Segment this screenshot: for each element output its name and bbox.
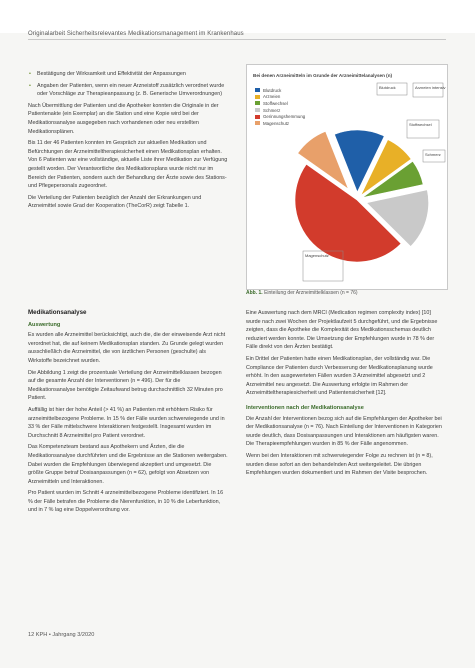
- left-column-bottom: [28, 309, 228, 518]
- slice-label: Blutdruck: [379, 85, 396, 90]
- slice-label: Stoffwechsel: [409, 122, 432, 127]
- slice-label: Magenschutz: [305, 253, 329, 258]
- page-top-margin: [0, 0, 475, 33]
- figure-title: Bei denen Arzneimitteln im Grunde der Arzneimittelanalysen (n): [253, 73, 393, 78]
- pie-chart-svg: [247, 65, 447, 289]
- paragraph: Die Anzahl der Interventionen bezog sich auf die Empfehlungen der Apotheker bei der Medikationsanalyse (n = 76). Nach Einteilung der Interventionen in Kategorien wurde deutlich, dass Dosisanpassungen und Interaktionen am häufigsten waren. Die Therapieempfehlungen wurden in 85 % der Fälle angenommen.: [246, 415, 442, 448]
- legend-label: Magenschutz: [263, 120, 290, 126]
- paragraph: Auffällig ist hier der hohe Anteil (> 41 %) an Patienten mit erhöhtem Risiko für arzneimittelbezogene Probleme. In 15 % der Fälle wurden schwerwiegende und in 33 % der Fälle mittelschwere Interaktionen festgestellt. Insgesamt wurden im Durchschnitt 8 Arzneimittel pro Patient verordnet.: [28, 406, 225, 439]
- paragraph: Ein Drittel der Patienten hatte einen Medikationsplan, der vollständig war. Die Compliance der Patienten durch Verbesserung der Medikationsplanung wurde erhöht. In den ausgewerteten Fällen wurden 3 Arzneimittel abgesetzt und 2 Arzneimittel neu angesetzt. Die Auswertung erfolgte im Rahmen der Arzneimitteltherapiesicherheit und Patientensicherheit [12].: [246, 355, 433, 397]
- legend-label: Schmerz: [263, 107, 281, 113]
- paragraph: Bis 11 der 46 Patienten konnten im Gespräch zur aktuellen Medikation und Befürchtungen der Arzneimitteltherapiesicherheit einen Medikationsplan erhalten. Von 6 Patienten war eine vollständige, aktuelle Liste ihrer Medikation zur Verfügung gestellt worden. Der Verantwortliche des Medikationsplans wurde nicht nur im Bereich der Patienten, sondern auch der Behandlung der Ärzte sowie des Stations- und Pflegepersonals zugeordnet.: [28, 140, 228, 190]
- legend-label: Arzneien: [263, 94, 281, 100]
- legend-label: Gerinnungshemmung: [263, 114, 306, 120]
- running-head: Originalarbeit Sicherheitsrelevantes Medikationsmanagement im Krankenhaus: [28, 31, 244, 37]
- paragraph: Die Abbildung 1 zeigt die prozentuale Verteilung der Arzneimittelklassen bezogen auf die gesamte Anzahl der Interventionen (n = 496). Der für die Medikationsanalyse benötigte Zeitaufwand betrug durchschnittlich 32 Minuten pro Patient.: [28, 369, 223, 402]
- figure-caption: [246, 290, 358, 296]
- section-subtitle: Auswertung: [28, 321, 61, 328]
- paragraph: Das Kompetenzteam bestand aus Apothekern und Ärzten, die die Medikationsanalyse durchführten und die Ergebnisse an die Stationen weitergaben. Dabei wurden die Empfehlungen überwiegend akzeptiert und umgesetzt. Die größte Gruppe betraf Dosisanpassungen (n = 62), gefolgt von Absetzen von Arzneimitteln und Interaktionen.: [28, 444, 228, 485]
- caption-label: Abb. 1.: [246, 290, 263, 296]
- slice-label: Schmerz: [425, 152, 441, 157]
- header-rule: [28, 39, 446, 40]
- page-footer: 12 KPH • Jahrgang 3/2020: [28, 632, 95, 638]
- legend-label: Blutdruck: [263, 87, 282, 93]
- right-column-bottom: [246, 309, 446, 481]
- paragraph: Wenn bei den Interaktionen mit schwerwiegender Folge zu rechnen ist (n = 8), wurden diese sofort an den behandelnden Arzt weitergeleitet. Die übrigen Empfehlungen wurden dokumentiert und im Rahmen der Visite besprochen.: [246, 452, 433, 477]
- interventions-subtitle: Interventionen nach der Medikationsanalyse: [246, 404, 364, 411]
- paragraph: Eine Auswertung nach dem MRCI (Medication regimen complexity index) [10] wurde nach zwei Wochen der Projektlaufzeit 5 durchgeführt, und die Ergebnisse zeigten, dass die Apotheke die Komplexität des Medikationsschemas deutlich reduziert werden konnte. Die Umsetzung der Empfehlungen wurde in 78 % der Fälle direkt von den Ärzten bestätigt.: [246, 310, 438, 351]
- legend-label: Stoffwechsel: [263, 100, 288, 106]
- slice-label: Arzneien intensiv: [415, 85, 446, 90]
- paragraph: Es wurden alle Arzneimittel berücksichtigt, auch die, die der einweisende Arzt nicht verordnet hat, die auf keinem Medikationsplan standen. Zu Grunde gelegt wurden ausschließlich die Arzneimittel, die von ärztlichen Personen (geschulte) als Wirkstoffe bezeichnet wurden.: [28, 332, 226, 364]
- bullet-item: • Bestätigung der Wirksamkeit und Effektivität der Anpassungen: [28, 70, 228, 79]
- figure-pie-chart: [246, 64, 448, 290]
- left-column-top: [28, 70, 228, 214]
- paragraph: Pro Patient wurden im Schnitt 4 arzneimittelbezogene Probleme identifiziert. In 16 % der Fälle betrafen die Probleme die Nierenfunktion, in 10 % die Leberfunktion, und in 7 % lag eine Doppelverordnung vor.: [28, 490, 224, 514]
- paragraph: Die Verteilung der Patienten bezüglich der Anzahl der Erkrankungen und Arzneimittel sowie Grad der Kooperation (TheCorR) zeigt Tabelle 1.: [28, 194, 202, 210]
- caption-text: Einteilung der Arzneimittelklassen (n = 76): [264, 290, 358, 296]
- bullet-item: • Angaben der Patienten, wenn ein neuer Arzneistoff zusätzlich verordnet wurde oder Vorschläge zur Therapieanpassung (z. B. Generische Umverordnungen): [28, 82, 228, 99]
- section-title: Medikationsanalyse: [28, 309, 87, 316]
- paragraph: Nach Übermittlung der Patienten und die Apotheker konnten die Originale in der Patientenakte (ein Exemplar) an die Station und eine Kopie wird bei der Medikationsanalyse ausgegeben nach vorhandenen oder neu erstellten Medikationsplänen.: [28, 102, 219, 135]
